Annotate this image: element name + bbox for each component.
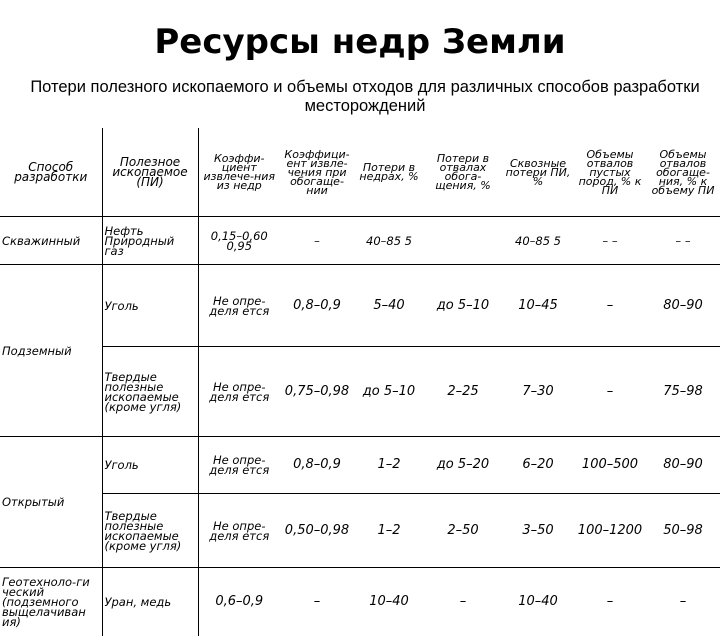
- resource-cell: Уран, медь: [102, 568, 198, 636]
- table-row: [0, 568, 720, 636]
- table-row: [0, 494, 720, 568]
- header-cell: Потери в отвалах обога-щения, %: [435, 152, 491, 192]
- value-cell: –: [424, 568, 502, 636]
- resource-cell: Твердые полезные ископаемые (кроме угля): [102, 347, 198, 437]
- header-cell: Способ разработки: [14, 160, 88, 184]
- table-header-row: [0, 128, 720, 217]
- value-cell: 100–1200: [574, 494, 646, 568]
- value-cell: 40–85 5: [502, 217, 574, 265]
- value-cell: 40–85 5: [354, 217, 424, 265]
- header-cell: Объемы отвалов пустых пород, % к ПИ: [578, 147, 642, 197]
- header-cell: Потери в недрах, %: [359, 161, 419, 183]
- slide-title: Ресурсы недр Земли: [154, 22, 566, 62]
- value-cell: –: [280, 217, 354, 265]
- value-cell: 2–25: [424, 347, 502, 437]
- value-cell: 50–98: [646, 494, 720, 568]
- value-cell: –: [574, 568, 646, 636]
- value-cell: Не опре-деля ется: [198, 347, 280, 437]
- value-cell: 1–2: [354, 494, 424, 568]
- value-cell: 0,8–0,9: [280, 437, 354, 494]
- table-row: [0, 347, 720, 437]
- header-cell: Сквозные потери ПИ, %: [505, 156, 571, 188]
- value-cell: до 5–20: [424, 437, 502, 494]
- method-cell: Открытый: [0, 437, 102, 568]
- value-cell: 0,50–0,98: [280, 494, 354, 568]
- resource-cell: Уголь: [102, 437, 198, 494]
- value-cell: 10–40: [502, 568, 574, 636]
- value-cell: 0,8–0,9: [280, 265, 354, 347]
- method-cell: Скважинный: [0, 217, 102, 265]
- resource-cell: Твердые полезные ископаемые (кроме угля): [102, 494, 198, 568]
- value-cell: 3–50: [502, 494, 574, 568]
- value-cell: 100–500: [574, 437, 646, 494]
- value-cell: 10–45: [502, 265, 574, 347]
- value-cell: 80–90: [646, 265, 720, 347]
- header-cell: Объемы отвалов обогаще-ния, % к объему ПИ: [651, 147, 715, 197]
- value-cell: 6–20: [502, 437, 574, 494]
- value-cell: 5–40: [354, 265, 424, 347]
- value-cell: до 5–10: [354, 347, 424, 437]
- losses-table: [0, 128, 720, 636]
- value-cell: Не опре-деля ется: [198, 265, 280, 347]
- value-cell: до 5–10: [424, 265, 502, 347]
- slide-subtitle: Потери полезного ископаемого и объемы отходов для различных способов разработки месторождений: [30, 78, 700, 115]
- header-cell: Полезное ископаемое (ПИ): [102, 128, 198, 217]
- value-cell: –: [574, 265, 646, 347]
- value-cell: 75–98: [646, 347, 720, 437]
- resource-cell: Уголь: [102, 265, 198, 347]
- table-row: [0, 217, 720, 265]
- value-cell: –: [280, 568, 354, 636]
- value-cell: Не опре-деля ется: [198, 494, 280, 568]
- value-cell: Не опре-деля ется: [198, 437, 280, 494]
- value-cell: 0,15–0,60 0,95: [198, 217, 280, 265]
- value-cell: 80–90: [646, 437, 720, 494]
- resource-cell: Нефть Природный газ: [102, 217, 198, 265]
- value-cell: –: [574, 347, 646, 437]
- table-row: [0, 437, 720, 494]
- value-cell: –: [646, 568, 720, 636]
- value-cell: 0,6–0,9: [198, 568, 280, 636]
- value-cell: [424, 217, 502, 265]
- value-cell: – –: [646, 217, 720, 265]
- header-cell: Коэффици-ент извле-чения при обогаще-нии: [284, 147, 350, 197]
- table-row: [0, 265, 720, 347]
- method-cell: Подземный: [0, 265, 102, 437]
- value-cell: 10–40: [354, 568, 424, 636]
- value-cell: – –: [574, 217, 646, 265]
- value-cell: 2–50: [424, 494, 502, 568]
- method-cell: Геотехноло-ги ческий (подземного выщелачиван ия): [0, 568, 102, 636]
- value-cell: 0,75–0,98: [280, 347, 354, 437]
- header-cell: Коэффи-циент извлече-ния из недр: [198, 128, 280, 217]
- value-cell: 7–30: [502, 347, 574, 437]
- value-cell: 1–2: [354, 437, 424, 494]
